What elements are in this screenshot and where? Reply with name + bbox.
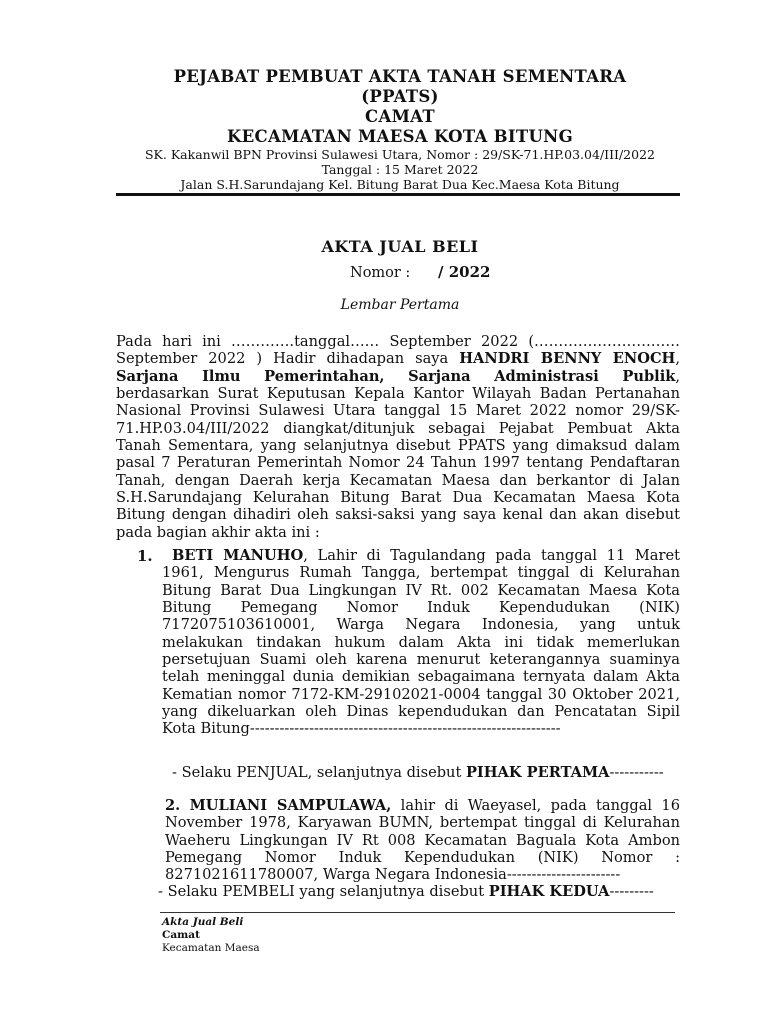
party2-role bbox=[158, 883, 680, 900]
opening-post: , berdasarkan Surat Keputusan Kepala Kantor Wilayah Badan Pertanahan Nasional Provinsi Sulawesi Utara tanggal 15 Maret 2022 nomor 29/SK-71.HP.03.04/III/2022 diangkat/ditunjuk sebagai Pejabat Pembuat Akta Tanah Sementara, yang selanjutnya disebut PPATS yang dimaksud dalam pasal 7 Peraturan Pemerintah Nomor 24 Tahun 1997 tentang Pendaftaran Tanah, dengan Daerah kerja Kecamatan Maesa dan berkantor di Jalan S.H.Sarundajang Kelurahan Bitung Barat Dua Kecamatan Maesa Kota Bitung dengan dihadiri oleh saksi-saksi yang saya kenal dan akan disebut pada bagian akhir akta ini : bbox=[116, 367, 680, 541]
party1-paragraph bbox=[162, 547, 680, 738]
header-sk: SK. Kakanwil BPN Provinsi Sulawesi Utara, Nomor : 29/SK-71.HP.03.04/III/2022 bbox=[144, 147, 655, 162]
nomor-value: / 2022 bbox=[438, 263, 491, 281]
party1-role-pre: - Selaku PENJUAL, selanjutnya disebut bbox=[172, 764, 466, 781]
party2-text: lahir di Waeyasel, pada tanggal 16 November 1978, Karyawan BUMN, bertempat tinggal di Kelurahan Waeheru Lingkungan IV Rt 008 Kecamatan Baguala Kota Ambon Pemegang Nomor Induk Kependudukan (NIK) Nomor : 8271021611780007, Warga Negara Indonesia----------------------- bbox=[165, 797, 680, 884]
footer-line-3: Kecamatan Maesa bbox=[162, 942, 260, 954]
official-title: Sarjana Ilmu Pemerintahan, Sarjana Administrasi Publik bbox=[116, 367, 676, 385]
akta-nomor bbox=[350, 263, 490, 281]
party2-role-post: --------- bbox=[609, 883, 654, 900]
party1-number: 1. bbox=[137, 547, 153, 565]
footer bbox=[162, 916, 260, 955]
footer-divider bbox=[160, 912, 675, 913]
header-line-1: PEJABAT PEMBUAT AKTA TANAH SEMENTARA bbox=[173, 67, 627, 86]
party1-role-post: ----------- bbox=[609, 764, 664, 781]
party2-name: MULIANI SAMPULAWA, bbox=[189, 797, 392, 814]
party2-role-pre: - Selaku PEMBELI yang selanjutnya disebut bbox=[158, 883, 489, 900]
official-name: HANDRI BENNY ENOCH bbox=[459, 350, 676, 368]
footer-line-2: Camat bbox=[162, 929, 200, 941]
header-alamat: Jalan S.H.Sarundajang Kel. Bitung Barat Dua Kec.Maesa Kota Bitung bbox=[180, 177, 620, 192]
akta-title: AKTA JUAL BELI bbox=[321, 237, 479, 256]
party2-role-name: PIHAK KEDUA bbox=[488, 883, 610, 900]
header-line-2: (PPATS) bbox=[361, 87, 439, 106]
header-line-3: CAMAT bbox=[365, 107, 435, 126]
letterhead bbox=[120, 67, 680, 192]
party1-role-name: PIHAK PERTAMA bbox=[465, 764, 610, 781]
party1-name: BETI MANUHO bbox=[172, 547, 304, 564]
header-line-4: KECAMATAN MAESA KOTA BITUNG bbox=[227, 127, 573, 146]
party1-role bbox=[172, 764, 680, 781]
nomor-label: Nomor : bbox=[350, 265, 411, 281]
party2-number: 2. bbox=[165, 797, 181, 814]
opening-paragraph bbox=[116, 333, 680, 541]
party2-paragraph bbox=[165, 797, 680, 884]
header-divider bbox=[116, 193, 680, 196]
opening-comma: , bbox=[675, 350, 680, 368]
lembar-label: Lembar Pertama bbox=[340, 297, 460, 313]
opening-pre: Pada hari ini ………….tanggal…… September 2022 (………………………… September 2022 ) Hadir dihadapan saya bbox=[116, 333, 680, 368]
footer-line-1: Akta Jual Beli bbox=[162, 916, 244, 928]
party1-text: , Lahir di Tagulandang pada tanggal 11 Maret 1961, Mengurus Rumah Tangga, bertempat tinggal di Kelurahan Bitung Barat Dua Lingkungan IV Rt. 002 Kecamatan Maesa Kota Bitung Pemegang Nomor Induk Kependudukan (NIK) 7172075103610001, Warga Negara Indonesia, yang untuk melakukan tindakan hukum dalam Akta ini tidak memerlukan persetujuan Suami oleh karena menurut keterangannya suaminya telah meninggal dunia demikian sebagaimana ternyata dalam Akta Kematian nomor 7172-KM-29102021-0004 tanggal 30 Oktober 2021, yang dikeluarkan oleh Dinas kependudukan dan Pencatatan Sipil Kota Bitung--------------------------------------------------------------- bbox=[162, 547, 680, 738]
header-tanggal: Tanggal : 15 Maret 2022 bbox=[321, 162, 479, 177]
